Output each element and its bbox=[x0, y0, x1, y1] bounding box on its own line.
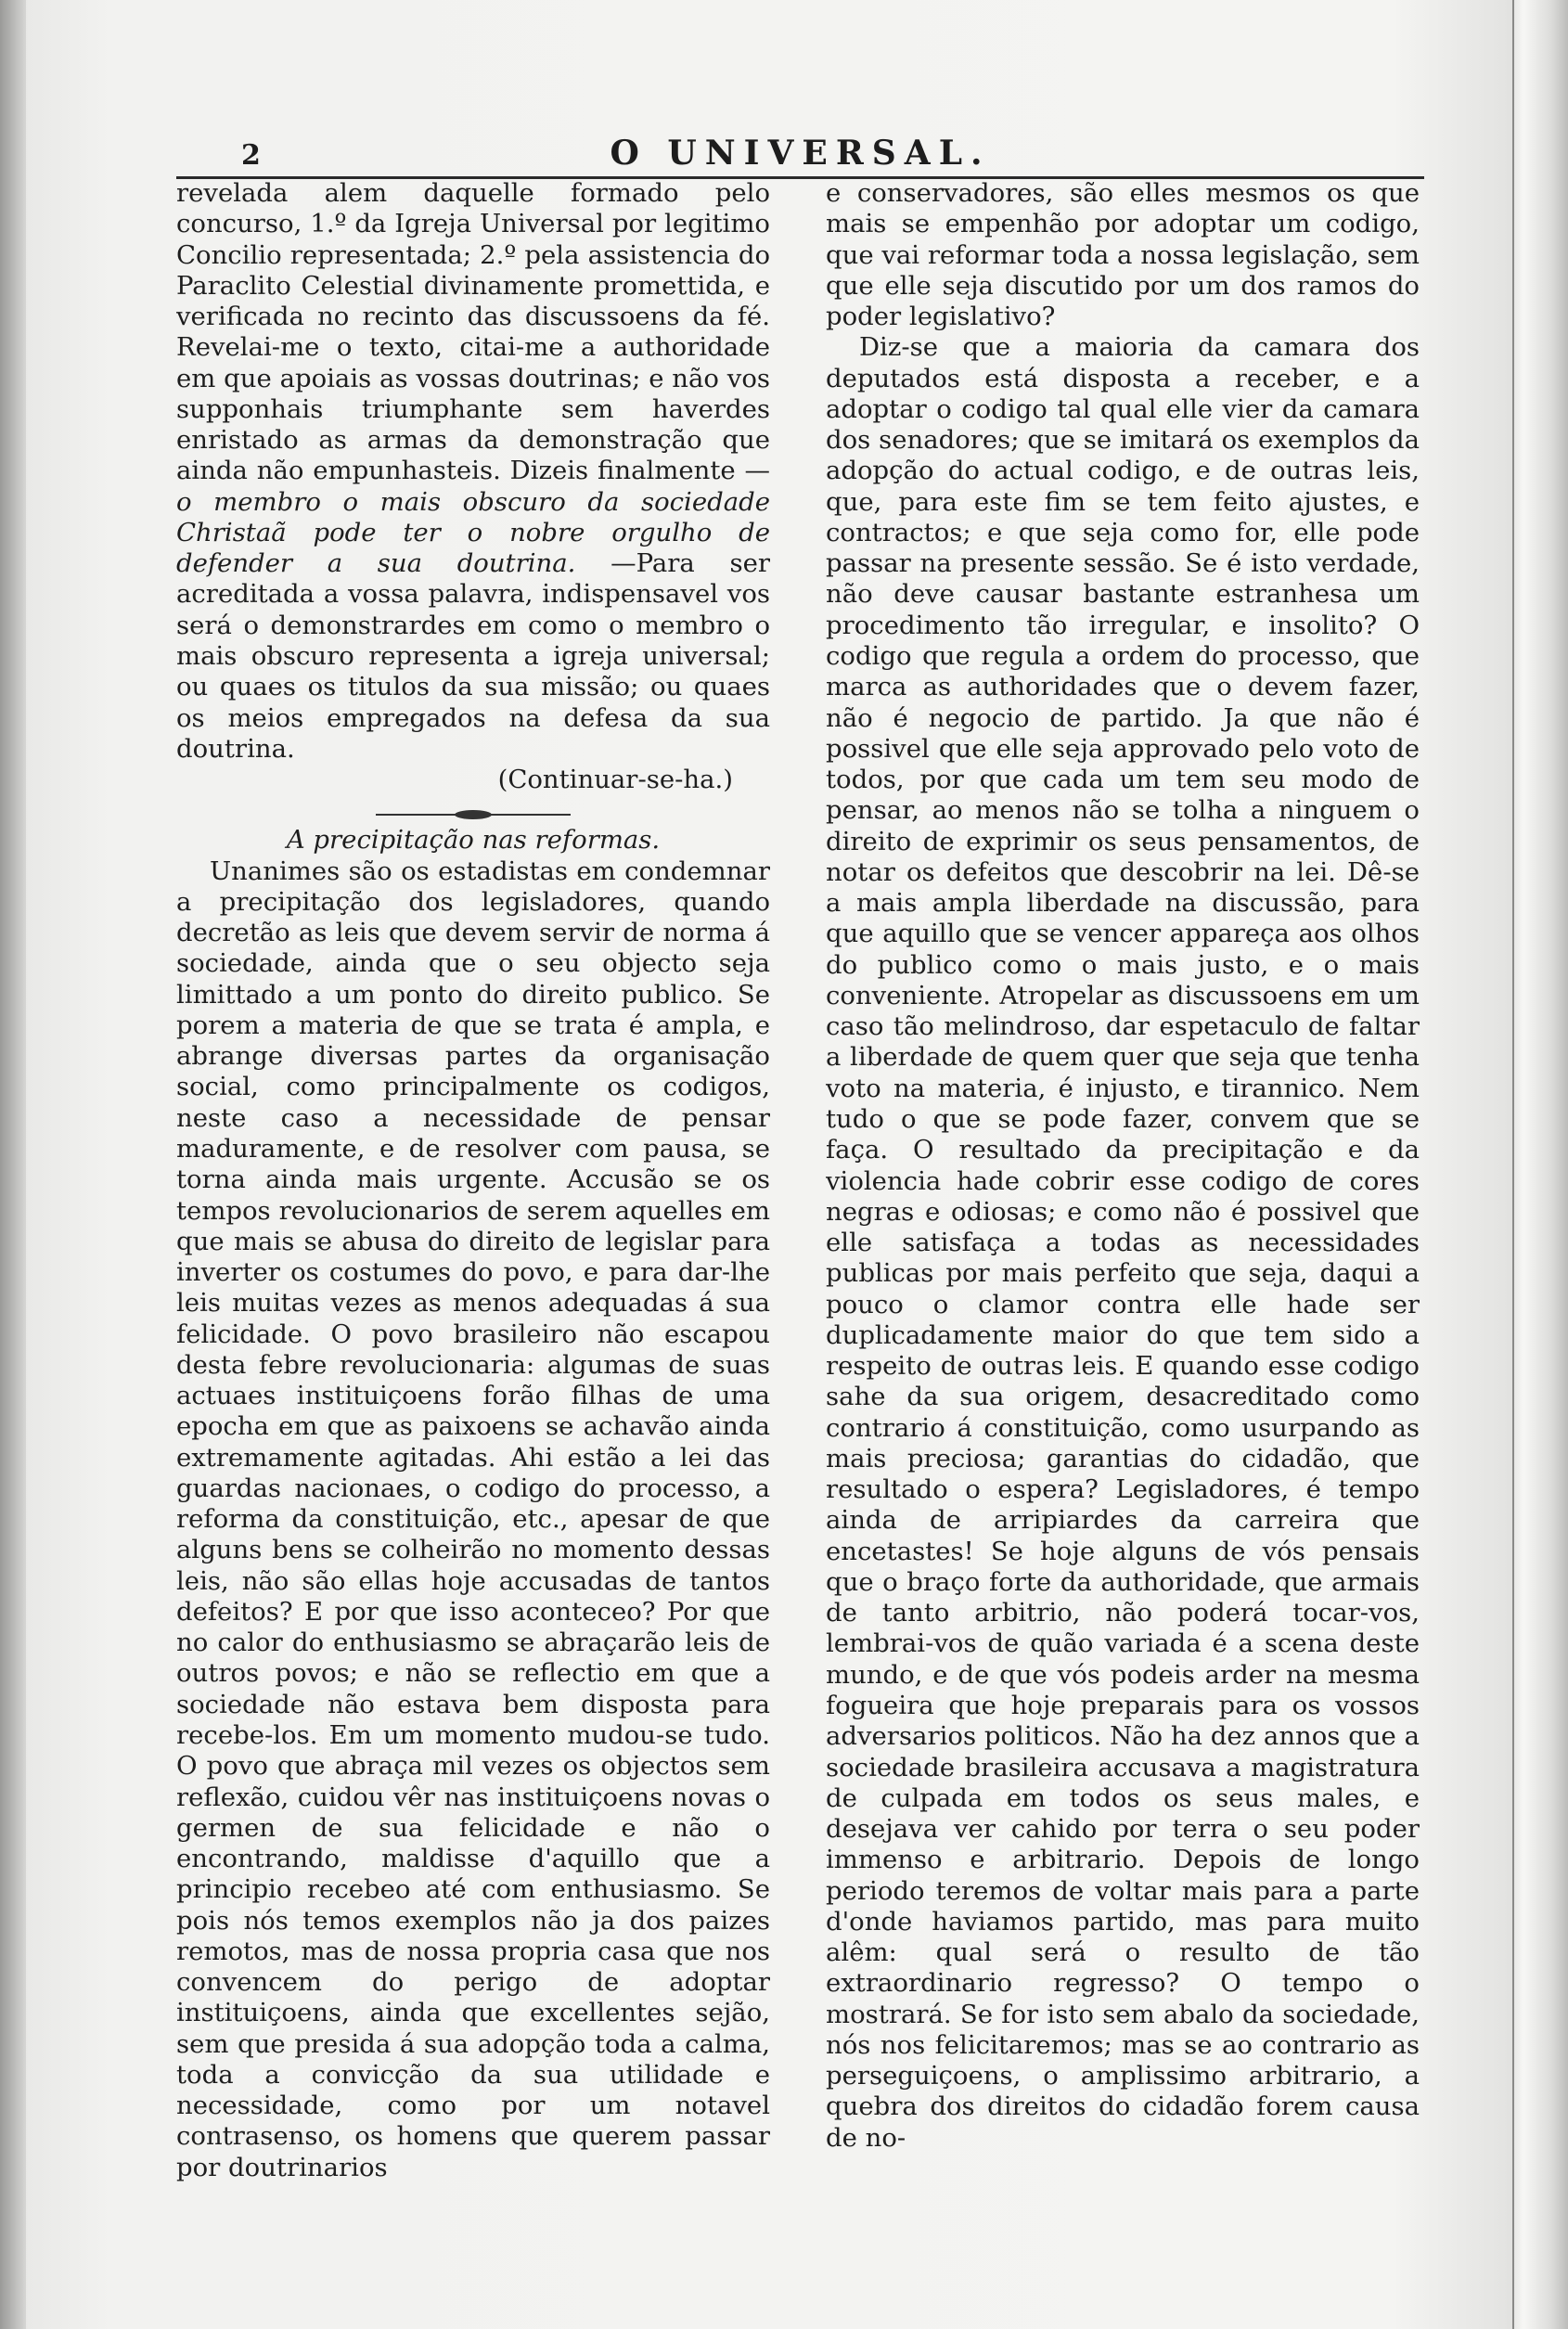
right-column bbox=[826, 178, 1420, 2275]
section-divider-ornament bbox=[376, 808, 571, 821]
section-title: A precipitação nas reformas. bbox=[286, 825, 661, 856]
book-binding-edge bbox=[0, 0, 26, 2329]
italic-quote: o membro o mais obscuro da sociedade Christaã pode ter o nobre orgulho de defender a sua doutrina. bbox=[176, 486, 770, 579]
newspaper-page bbox=[176, 121, 1457, 2283]
article-paragraph: Diz-se que a maioria da camara dos deputados está disposta a receber, e a adoptar o codigo tal qual elle vier da camara dos senadores; que se imitará os exemplos da adopção do actual codigo, e de outras leis, que, para este fim se tem feito ajustes, e contractos; e que seja como for, elle pode passar na presente sessão. Se é isto verdade, não deve causar bastante estranhesa um procedimento tão irregular, e insolito? O codigo que regula a ordem do processo, que marca as authoridades que o devem fazer, não é negocio de partido. Ja que não é possivel que elle seja approvado pelo voto de todos, por que cada um tem seu modo de pensar, ao menos não se tolha a ninguem o direito de exprimir os seus pensamentos, de notar os defeitos que descobrir na lei. Dê-se a mais ampla liberdade na discussão, para que aquillo que se vencer appareça aos olhos do publico como o mais justo, e o mais conveniente. Atropelar as discussoens em um caso tão melindroso, dar espetaculo de faltar a liberdade de quem quer que seja que tenha voto na materia, é injusto, e tirannico. Nem tudo o que se pode fazer, convem que se faça. O resultado da precipitação e da violencia hade cobrir esse codigo de cores negras e odiosas; e como não é possivel que elle satisfaça a todas as necessidades publicas por mais perfeito que seja, daqui a pouco o clamor contra elle hade ser duplicadamente maior do que tem sido a respeito de outras leis. E quando esse codigo sahe da sua origem, desacreditado como contrario á constituição, como usurpando as mais preciosa; garantias do cidadão, que resultado o espera? Legisladores, é tempo ainda de arripiardes da carreira que encetastes! Se hoje alguns de vós pensais que o braço forte da authoridade, que armais de tanto arbitrio, não poderá tocar-vos, lembrai-vos de quão variada é a scena deste mundo, e de que vós podeis arder na mesma fogueira que hoje preparais para os vossos adversarios politicos. Não ha dez annos que a sociedade brasileira accusava a magistratura de culpada em todos os seus males, e desejava ver cahido por terra o seu poder immenso e arbitrario. Depois de longo periodo teremos de voltar mais para a parte d'onde haviamos partido, mas para muito alêm: qual será o resulto de tão extraordinario regresso? O tempo o mostrará. Se for isto sem abalo da sociedade, nós nos felicitaremos; mas se ao contrario as perseguiçoens, o amplissimo arbitrario, a quebra dos direitos do cidadão forem causa de no- bbox=[826, 332, 1420, 2153]
article-paragraph-end: —Para ser acreditada a vossa palavra, indispensavel vos será o demonstrardes em como o membro o mais obscuro representa a igreja universal; ou quaes os titulos da sua missão; ou quaes os meios empregados na defesa da sua doutrina. bbox=[176, 548, 770, 764]
article-paragraph: revelada alem daquelle formado pelo concurso, 1.º da Igreja Universal por legitimo Concilio representada; 2.º pela assistencia do Paraclito Celestial divinamente promettida, e verificada no recinto das discussoens da fé. Revelai-me o texto, citai-me a authoridade em que apoiais as vossas doutrinas; e não vos supponhais triumphante sem haverdes enristado as armas da demonstração que ainda não empunhasteis. Dizeis finalmente — bbox=[176, 178, 770, 486]
masthead-title: O UNIVERSAL. bbox=[610, 134, 991, 173]
article-paragraph: e conservadores, são elles mesmos os que mais se empenhão por adoptar um codigo, que vai reformar toda a nossa legislação, sem que elle seja discutido por um dos ramos do poder legislativo? bbox=[826, 178, 1420, 332]
page-edge bbox=[1512, 0, 1568, 2329]
page-header bbox=[176, 121, 1424, 179]
page-number: 2 bbox=[241, 139, 261, 172]
article-text bbox=[176, 178, 770, 765]
continued-note: (Continuar-se-ha.) bbox=[497, 765, 733, 795]
article-paragraph: Unanimes são os estadistas em condemnar a precipitação dos legisladores, quando decretão as leis que devem servir de norma á sociedade, ainda que o seu objecto seja limittado a um ponto do direito publico. Se porem a materia de que se trata é ampla, e abrange diversas partes da organisação social, como principalmente os codigos, neste caso a necessidade de pensar maduramente, e de resolver com pausa, se torna ainda mais urgente. Accusão se os tempos revolucionarios de serem aquelles em que mais se abusa do direito de legislar para inverter os costumes do povo, e para dar-lhe leis muitas vezes as menos adequadas á sua felicidade. O povo brasileiro não escapou desta febre revolucionaria: algumas de suas actuaes instituiçoens forão filhas de uma epocha em que as paixoens se achavão ainda extremamente agitadas. Ahi estão a lei das guardas nacionaes, o codigo do processo, a reforma da constituição, etc., apesar de que alguns bens se colheirão no momento dessas leis, não são ellas hoje accusadas de tantos defeitos? E por que isso aconteceo? Por que no calor do enthusiasmo se abraçarão leis de outros povos; e não se reflectio em que a sociedade não estava bem disposta para recebe-los. Em um momento mudou-se tudo. O povo que abraça mil vezes os objectos sem reflexão, cuidou vêr nas instituiçoens novas o germen de sua felicidade e não o encontrando, maldisse d'aquillo que a principio recebeo até com enthusiasmo. Se pois nós temos exemplos não ja dos paizes remotos, mas de nossa propria casa que nos convencem do perigo de adoptar instituiçoens, ainda que excellentes sejão, sem que presida á sua adopção toda a calma, toda a convicção da sua utilidade e necessidade, como por um notavel contrasenso, os homens que querem passar por doutrinarios bbox=[176, 856, 770, 2182]
left-column bbox=[176, 178, 770, 2275]
